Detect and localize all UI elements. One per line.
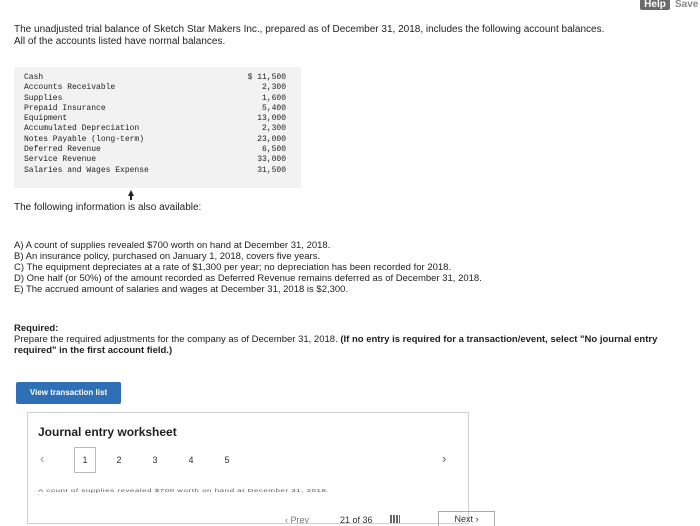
trial-balance-row [24,145,286,155]
account-amount: $ 11,500 [247,73,286,82]
account-amount: 5,400 [261,103,286,113]
question-count: 21 of 36 [340,515,373,525]
info-item-a: A) A count of supplies revealed $700 worth on hand at December 31, 2018. [14,240,331,251]
info-item-e: E) The accrued amount of salaries and wages at December 31, 2018 is $2,300. [14,284,349,295]
pager-prev-arrow-icon[interactable]: ‹ [40,451,45,466]
prev-label: Prev [290,515,310,525]
info-item-c: C) The equipment depreciates at a rate of $1,300 per year; no depreciation has been recorded for 2018. [14,262,452,273]
pager-page-1[interactable]: 1 [74,447,96,473]
save-button[interactable]: Save [675,0,699,10]
pager-page-5[interactable]: 5 [224,455,230,465]
trial-balance-row [24,83,286,93]
account-name: Deferred Revenue [24,145,101,155]
info-item-d: D) One half (or 50%) of the amount recorded as Deferred Revenue remains deferred as of December 31, 2018. [14,273,482,284]
info-item-b: B) An insurance policy, purchased on January 1, 2018, covers five years. [14,251,321,262]
account-name: Service Revenue [24,155,97,165]
trial-balance-row [24,124,286,134]
trial-balance-row [24,155,286,165]
trial-balance-row [24,114,286,124]
intro-line-1: The unadjusted trial balance of Sketch Star Makers Inc., prepared as of December 31, 2018, includes the following account balances. [14,24,605,35]
account-amount: 1,600 [261,93,286,103]
intro-line-2: All of the accounts listed have normal balances. [14,36,226,47]
account-amount: 2,300 [261,83,286,93]
pager-page-3[interactable]: 3 [152,455,158,465]
account-amount: 6,500 [261,145,286,155]
account-amount: 33,000 [257,155,286,165]
prev-button[interactable] [285,515,309,525]
next-button[interactable] [438,511,495,526]
account-name: Accumulated Depreciation [24,124,140,134]
account-name: Salaries and Wages Expense [24,165,149,175]
chevron-right-icon: › [473,514,479,524]
trial-balance-row [24,94,286,104]
trial-balance-table [24,73,286,176]
chevron-left-icon: ‹ [285,515,291,525]
next-label: Next [454,514,473,524]
required-label: Required: [14,323,59,334]
account-name: Notes Payable (long-term) [24,134,145,144]
journal-entry-worksheet [27,412,469,524]
required-text [14,334,674,356]
pager-page-2[interactable]: 2 [116,455,122,465]
trial-balance-row [24,166,286,176]
account-name: Cash [24,73,44,82]
account-name: Supplies [24,93,63,103]
worksheet-pager [38,449,458,471]
worksheet-entry-description: A count of supplies revealed $700 worth on hand at December 31, 2018. [38,488,330,493]
grid-icon[interactable] [390,515,400,523]
required-note: (If no entry is required for a transaction/event, select "No journal entry required" in the first account field.) [14,334,658,356]
worksheet-title: Journal entry worksheet [38,425,177,439]
required-section [14,323,674,356]
trial-balance-row [24,104,286,114]
required-instruction: Prepare the required adjustments for the company as of December 31, 2018. [14,334,338,345]
account-name: Prepaid Insurance [24,103,106,113]
account-name: Equipment [24,114,68,124]
account-amount: 13,000 [257,114,286,124]
help-button[interactable]: Help [640,0,670,10]
intro-text [14,24,674,48]
account-name: Accounts Receivable [24,83,116,93]
account-amount: 31,500 [257,165,286,175]
trial-balance-row [24,135,286,145]
account-amount: 23,000 [257,134,286,144]
info-heading: The following information is also available: [14,202,202,213]
view-transaction-list-button[interactable]: View transaction list [16,382,121,404]
trial-balance-row [24,73,286,83]
pager-page-4[interactable]: 4 [188,455,194,465]
bottom-navigation [285,513,495,525]
mouse-cursor-icon [128,190,134,196]
info-list [14,240,674,295]
top-bar [0,0,700,14]
account-amount: 2,300 [261,124,286,134]
pager-next-arrow-icon[interactable]: › [442,451,447,466]
